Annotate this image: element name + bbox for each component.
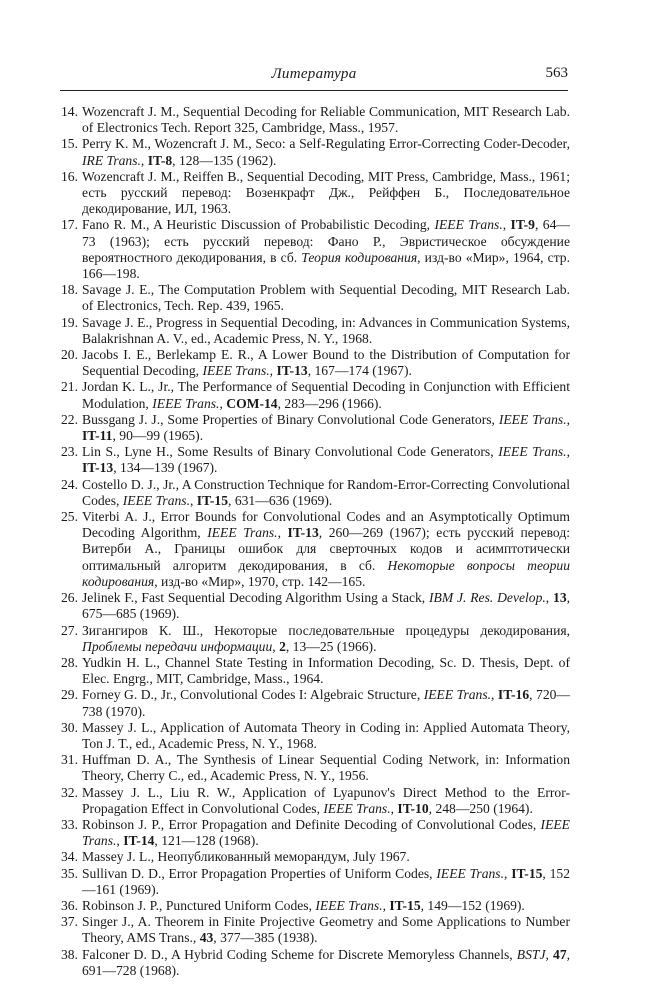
reference-italic-text: BSTJ <box>516 946 546 962</box>
reference-number: 31. <box>61 752 78 768</box>
reference-text-part: Savage J. E., The Computation Problem with Sequential Decoding, MIT Research Lab. of Electronics, Tech. Rep. 439, 1965. <box>82 282 570 314</box>
reference-text-part: , 167—174 (1967). <box>307 363 412 379</box>
reference-number: 24. <box>61 476 78 492</box>
reference-number: 33. <box>61 816 78 832</box>
reference-text-part: , 64—73 (1963); есть русский перевод: Фано Р., Эвристическое обсуждение вероятностного декодирования, в сб. <box>82 217 570 265</box>
reference-text-part: , 128—135 (1962). <box>172 152 277 168</box>
reference-text-part: , изд-во «Мир», 1964, стр. 166—198. <box>82 249 570 282</box>
reference-text-part: Зигангиров К. Ш., Некоторые последовательные процедуры декодирования, <box>82 622 570 638</box>
reference-text-part: Jelinek F., Fast Sequential Decoding Algorithm Using a Stack, <box>82 590 430 606</box>
reference-text-part: , 377—385 (1938). <box>213 930 318 946</box>
reference-number: 29. <box>61 687 78 703</box>
reference-italic-text: IEEE Trans. <box>82 816 570 849</box>
reference-text-part: Costello D. J., Jr., A Construction Technique for Random-Error-Correcting Convolutional Codes, <box>82 476 570 508</box>
reference-bold-text: IT-15 <box>511 865 543 881</box>
reference-text-part: , 691—728 (1968). <box>82 946 571 978</box>
reference-text-part: Singer J., A. Theorem in Finite Projective Geometry and Some Applications to Number Theory, AMS Trans., <box>82 914 570 946</box>
reference-text <box>82 720 570 751</box>
reference-text-part: Wozencraft J. M., Sequential Decoding for Reliable Communication, MIT Research Lab. of Electronics Tech. Report 325, Cambridge, Mass., 1957. <box>82 104 570 136</box>
reference-item <box>56 866 570 898</box>
reference-text <box>82 817 570 848</box>
reference-text-part: , <box>491 687 498 703</box>
reference-text-part: , 720—738 (1970). <box>82 687 571 719</box>
reference-text-part: Massey J. L., Application of Automata Theory in Coding in: Applied Automata Theory, Ton J. T., ed., Academic Press, N. Y., 1968. <box>82 719 570 751</box>
reference-number: 30. <box>61 719 78 735</box>
reference-item <box>56 282 570 314</box>
reference-number: 16. <box>61 168 78 184</box>
reference-item <box>56 655 570 687</box>
reference-text <box>82 849 410 864</box>
reference-text <box>82 477 570 508</box>
reference-italic-text: IEEE Trans. <box>323 800 391 816</box>
reference-bold-text: IT-13 <box>82 460 114 476</box>
reference-text-part: Jordan K. L., Jr., The Performance of Sequential Decoding in Conjunction with Efficient Modulation, <box>82 379 570 411</box>
running-head <box>60 60 568 91</box>
reference-text-part: , 675—685 (1969). <box>82 590 571 622</box>
reference-text-part: , <box>190 492 197 508</box>
reference-italic-text: IEEE Trans. <box>498 444 567 460</box>
reference-number: 38. <box>61 946 78 962</box>
reference-number: 34. <box>61 849 78 865</box>
reference-text <box>82 752 570 783</box>
reference-text <box>82 412 570 443</box>
reference-italic-text: IBM J. Res. Develop. <box>429 590 546 606</box>
reference-text-part: , 152—161 (1969). <box>82 865 571 897</box>
reference-bold-text: IT-16 <box>497 687 530 703</box>
reference-bold-text: 13 <box>553 590 567 606</box>
reference-italic-text: IEEE Trans. <box>434 217 503 233</box>
reference-italic-text: IEEE Trans. <box>207 525 278 541</box>
reference-text-part: , <box>566 411 570 427</box>
reference-text-part: , <box>382 897 390 913</box>
reference-item <box>56 623 570 655</box>
reference-text-part: Sullivan D. D., Error Propagation Properties of Uniform Codes, <box>82 865 437 881</box>
reference-text-part: , 13—25 (1966). <box>285 638 377 654</box>
reference-italic-text: IEEE Trans. <box>122 492 190 508</box>
reference-text-part: Fano R. M., A Heuristic Discussion of Probabilistic Decoding, <box>82 217 435 233</box>
reference-text-part: Lin S., Lyne H., Some Results of Binary Convolutional Code Generators, <box>82 444 499 460</box>
reference-italic-text: IRE Trans. <box>82 152 141 168</box>
reference-text <box>82 898 525 913</box>
reference-text <box>82 315 570 346</box>
reference-bold-text: 43 <box>199 930 214 946</box>
reference-item <box>56 347 570 379</box>
reference-number: 26. <box>61 590 78 606</box>
reference-number: 27. <box>61 622 78 638</box>
reference-number: 37. <box>61 914 78 930</box>
reference-text-part: , <box>503 865 512 881</box>
reference-bold-text: COM-14 <box>226 395 278 411</box>
reference-text-part: Forney G. D., Jr., Convolutional Codes I: Algebraic Structure, <box>82 687 424 703</box>
reference-number: 15. <box>61 136 78 152</box>
reference-number: 25. <box>61 509 78 525</box>
reference-text-part: , 260—269 (1967); есть русский перевод: Витерби А., Границы ошибок для сверточных кодов и асимптотически оптимальный алгоритм декодирования, в сб. <box>82 525 571 573</box>
reference-text <box>82 217 570 281</box>
reference-text-part: Massey J. L., Liu R. W., Application of Lyapunov's Direct Method to the Error-Propagation Effect in Convolutional Codes, <box>82 784 570 816</box>
reference-item <box>56 136 570 168</box>
reference-text <box>82 687 570 718</box>
reference-bold-text: IT-9 <box>510 217 535 233</box>
reference-item <box>56 509 570 590</box>
reference-item <box>56 687 570 719</box>
reference-bold-text: IT-13 <box>276 363 308 379</box>
reference-item <box>56 104 570 136</box>
reference-item <box>56 752 570 784</box>
reference-text-part: , <box>390 800 398 816</box>
reference-text-part: , <box>116 833 124 849</box>
reference-italic-text: IEEE Trans. <box>498 411 567 427</box>
reference-italic-text: IEEE Trans. <box>423 687 492 703</box>
reference-item <box>56 914 570 946</box>
reference-text-part: , <box>277 525 288 541</box>
reference-text-part: , <box>502 217 511 233</box>
reference-text-part: Bussgang J. J., Some Properties of Binary Convolutional Code Generators, <box>82 411 499 427</box>
reference-item <box>56 379 570 411</box>
reference-number: 19. <box>61 314 78 330</box>
reference-text <box>82 623 570 654</box>
reference-text <box>82 444 570 475</box>
reference-text-part: , <box>269 363 277 379</box>
reference-item <box>56 590 570 622</box>
reference-text-part: Robinson J. P., Error Propagation and Definite Decoding of Convolutional Codes, <box>82 816 541 832</box>
reference-text-part: , 248—250 (1964). <box>428 800 533 816</box>
reference-text-part: Savage J. E., Progress in Sequential Decoding, in: Advances in Communication Systems, Balakrishnan A. V., ed., Academic Press, N. Y., 1968. <box>82 314 570 346</box>
reference-bold-text: IT-14 <box>123 833 155 849</box>
reference-italic-text: IEEE Trans. <box>436 865 504 881</box>
reference-italic-text: IEEE Trans. <box>152 395 220 411</box>
reference-bold-text: IT-15 <box>196 492 229 508</box>
reference-text-part: , <box>545 946 554 962</box>
reference-text-part: , <box>140 152 148 168</box>
reference-text-part: , 149—152 (1969). <box>420 897 525 913</box>
reference-text-part: Wozencraft J. M., Reiffen B., Sequential Decoding, MIT Press, Cambridge, Mass., 1961; есть русский перевод: Возенкрафт Дж., Рейффен Б., Последовательное декодирование, ИЛ, 1963. <box>82 168 570 217</box>
reference-bold-text: IT-8 <box>147 152 173 168</box>
reference-text-part: , 90—99 (1965). <box>112 428 204 444</box>
reference-text <box>82 914 570 945</box>
reference-number: 21. <box>61 379 78 395</box>
reference-italic-text: IEEE Trans. <box>202 363 270 379</box>
reference-italic-text: Некоторые вопросы теории кодирования <box>82 557 570 589</box>
reference-number: 36. <box>61 897 78 913</box>
reference-text-part: , <box>219 395 227 411</box>
page-number: 563 <box>545 65 568 81</box>
reference-item <box>56 217 570 282</box>
reference-text <box>82 104 570 135</box>
reference-item <box>56 169 570 218</box>
reference-text <box>82 785 570 816</box>
reference-text-part: Viterbi A. J., Error Bounds for Convolutional Codes and an Asymptotically Optimum Decoding Algorithm, <box>82 509 570 541</box>
reference-text-part: , 121—128 (1968). <box>154 833 259 849</box>
reference-text-part: Massey J. L., Неопубликованный меморандум, July 1967. <box>82 849 410 865</box>
reference-number: 20. <box>61 347 78 363</box>
reference-text <box>82 866 570 897</box>
reference-item <box>56 720 570 752</box>
reference-text <box>82 379 570 410</box>
reference-text-part: Robinson J. P., Punctured Uniform Codes, <box>82 897 316 913</box>
reference-bold-text: IT-11 <box>82 428 113 444</box>
reference-text-part: , 283—296 (1966). <box>277 395 382 411</box>
reference-bold-text: IT-15 <box>389 897 421 913</box>
reference-text <box>82 282 570 313</box>
reference-text <box>82 347 570 378</box>
reference-number: 22. <box>61 411 78 427</box>
reference-bold-text: 47 <box>553 946 567 962</box>
reference-text-part: , <box>566 444 570 460</box>
reference-number: 17. <box>61 217 78 233</box>
reference-number: 32. <box>61 784 78 800</box>
reference-bold-text: IT-13 <box>287 525 319 541</box>
reference-bold-text: 2 <box>279 638 286 654</box>
running-title: Литература <box>271 66 357 82</box>
reference-item <box>56 947 570 979</box>
reference-text <box>82 136 570 167</box>
reference-text-part: , 631—636 (1969). <box>228 492 333 508</box>
reference-text-part: Falconer D. D., A Hybrid Coding Scheme for Discrete Memoryless Channels, <box>82 946 517 962</box>
reference-number: 18. <box>61 282 78 298</box>
reference-number: 23. <box>61 444 78 460</box>
reference-item <box>56 315 570 347</box>
reference-item <box>56 849 570 865</box>
reference-item <box>56 817 570 849</box>
reference-number: 14. <box>61 104 78 119</box>
reference-text-part: , <box>545 590 554 606</box>
reference-text-part: , 134—139 (1967). <box>113 460 218 476</box>
reference-text-part: Yudkin H. L., Channel State Testing in Information Decoding, Sc. D. Thesis, Dept. of Elec. Engrg., MIT, Cambridge, Mass., 1964. <box>82 654 570 687</box>
reference-number: 35. <box>61 865 78 881</box>
reference-italic-text: Теория кодирования <box>301 249 418 265</box>
reference-item <box>56 444 570 476</box>
reference-italic-text: Проблемы передачи информации <box>82 638 273 654</box>
reference-number: 28. <box>61 654 78 670</box>
reference-italic-text: IEEE Trans. <box>315 897 383 913</box>
reference-text-part: Jacobs I. E., Berlekamp E. R., A Lower Bound to the Distribution of Computation for Sequential Decoding, <box>82 347 570 379</box>
reference-text <box>82 590 570 621</box>
reference-text <box>82 947 570 978</box>
reference-bold-text: IT-10 <box>397 800 429 816</box>
reference-item <box>56 477 570 509</box>
reference-text-part: , <box>272 638 280 654</box>
reference-text <box>82 169 570 216</box>
reference-list <box>56 104 570 979</box>
reference-text <box>82 655 570 686</box>
reference-item <box>56 898 570 914</box>
reference-item <box>56 412 570 444</box>
reference-text <box>82 509 570 589</box>
reference-item <box>56 785 570 817</box>
reference-text-part: Huffman D. A., The Synthesis of Linear Sequential Coding Network, in: Information Theory, Cherry C., ed., Academic Press, N. Y., 1956. <box>82 752 570 784</box>
reference-text-part: , изд-во «Мир», 1970, стр. 142—165. <box>154 573 366 589</box>
reference-text-part: Perry K. M., Wozencraft J. M., Seco: a Self-Regulating Error-Correcting Coder-Decoder, <box>82 136 570 152</box>
